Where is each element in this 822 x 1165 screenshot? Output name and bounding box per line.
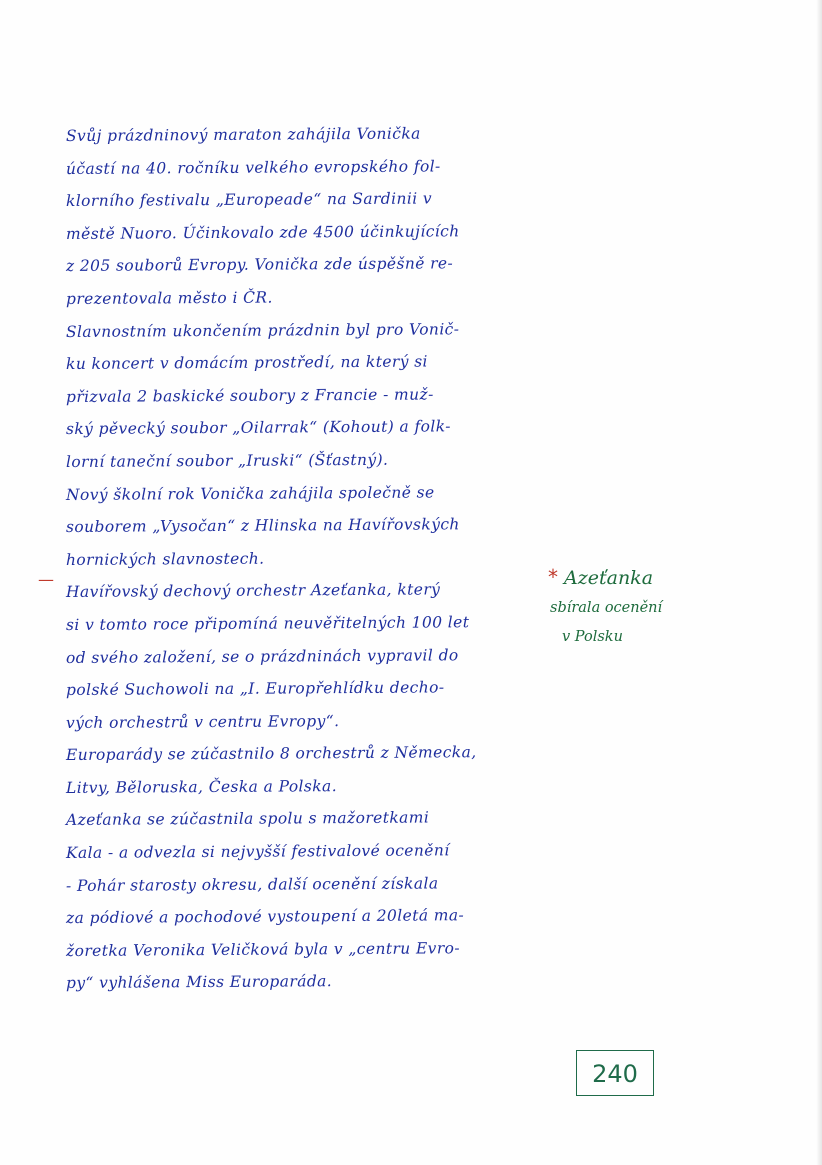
margin-note-line-2: sbírala ocenění xyxy=(550,600,663,616)
text-line: hornických slavnostech. xyxy=(65,549,265,569)
margin-dash-mark: — xyxy=(38,570,54,589)
text-line: polské Suchowoli na „I. Europřehlídku decho- xyxy=(65,678,445,700)
text-line: přizvala 2 baskické soubory z Francie - muž- xyxy=(65,385,434,406)
page-edge-shadow xyxy=(816,0,822,1165)
text-line: Havířovský dechový orchestr Azeťanka, který xyxy=(65,580,441,602)
margin-note-line-1: Azeťanka xyxy=(564,567,654,589)
text-line: Nový školní rok Vonička zahájila společně se xyxy=(65,482,435,504)
handwritten-text-block xyxy=(66,120,546,1000)
text-line: Azeťanka se zúčastnila spolu s mažoretkami xyxy=(65,808,430,830)
text-line: Litvy, Běloruska, Česka a Polska. xyxy=(65,776,338,797)
text-line: Europarády se zúčastnilo 8 orchestrů z Německa, xyxy=(65,743,477,765)
text-line: souborem „Vysočan“ z Hlinska na Havířovských xyxy=(65,515,460,537)
asterisk-icon: * xyxy=(548,565,558,589)
text-line: ský pěvecký soubor „Oilarrak“ (Kohout) a folk- xyxy=(65,417,451,439)
text-line: si v tomto roce připomíná neuvěřitelných 100 let xyxy=(65,613,470,634)
text-line: klorního festivalu „Europeade“ na Sardinii v xyxy=(65,189,433,211)
text-line: účastí na 40. ročníku velkého evropského fol- xyxy=(65,156,441,178)
text-line: žoretka Veronika Veličková byla v „centru Evro- xyxy=(65,939,461,960)
text-line: py“ vyhlášena Miss Europaráda. xyxy=(65,972,333,993)
text-line: Slavnostním ukončením prázdnin byl pro Vonič- xyxy=(65,319,460,341)
text-line: vých orchestrů v centru Evropy“. xyxy=(65,711,340,732)
margin-note-line-3: v Polsku xyxy=(562,629,623,645)
text-line: za pódiové a pochodové vystoupení a 20letá ma- xyxy=(65,906,465,928)
text-line: od svého založení, se o prázdninách vypravil do xyxy=(65,645,459,667)
margin-note xyxy=(548,562,728,651)
text-line: Svůj prázdninový maraton zahájila Vonička xyxy=(65,124,421,145)
page-number-box: 240 xyxy=(576,1050,654,1096)
text-line: prezentovala město i ČR. xyxy=(65,288,273,308)
margin-note-title-line xyxy=(548,562,728,593)
text-line: z 205 souborů Evropy. Vonička zde úspěšně re- xyxy=(65,254,454,276)
text-line: Kala - a odvezla si nejvyšší festivalové ocenění xyxy=(65,841,450,863)
text-line: lorní taneční soubor „Iruski“ (Šťastný). xyxy=(65,450,389,471)
text-line: městě Nuoro. Účinkovalo zde 4500 účinkujících xyxy=(65,222,460,243)
text-line: - Pohár starosty okresu, další ocenění získala xyxy=(65,874,439,895)
text-line: ku koncert v domácím prostředí, na který si xyxy=(65,352,428,374)
